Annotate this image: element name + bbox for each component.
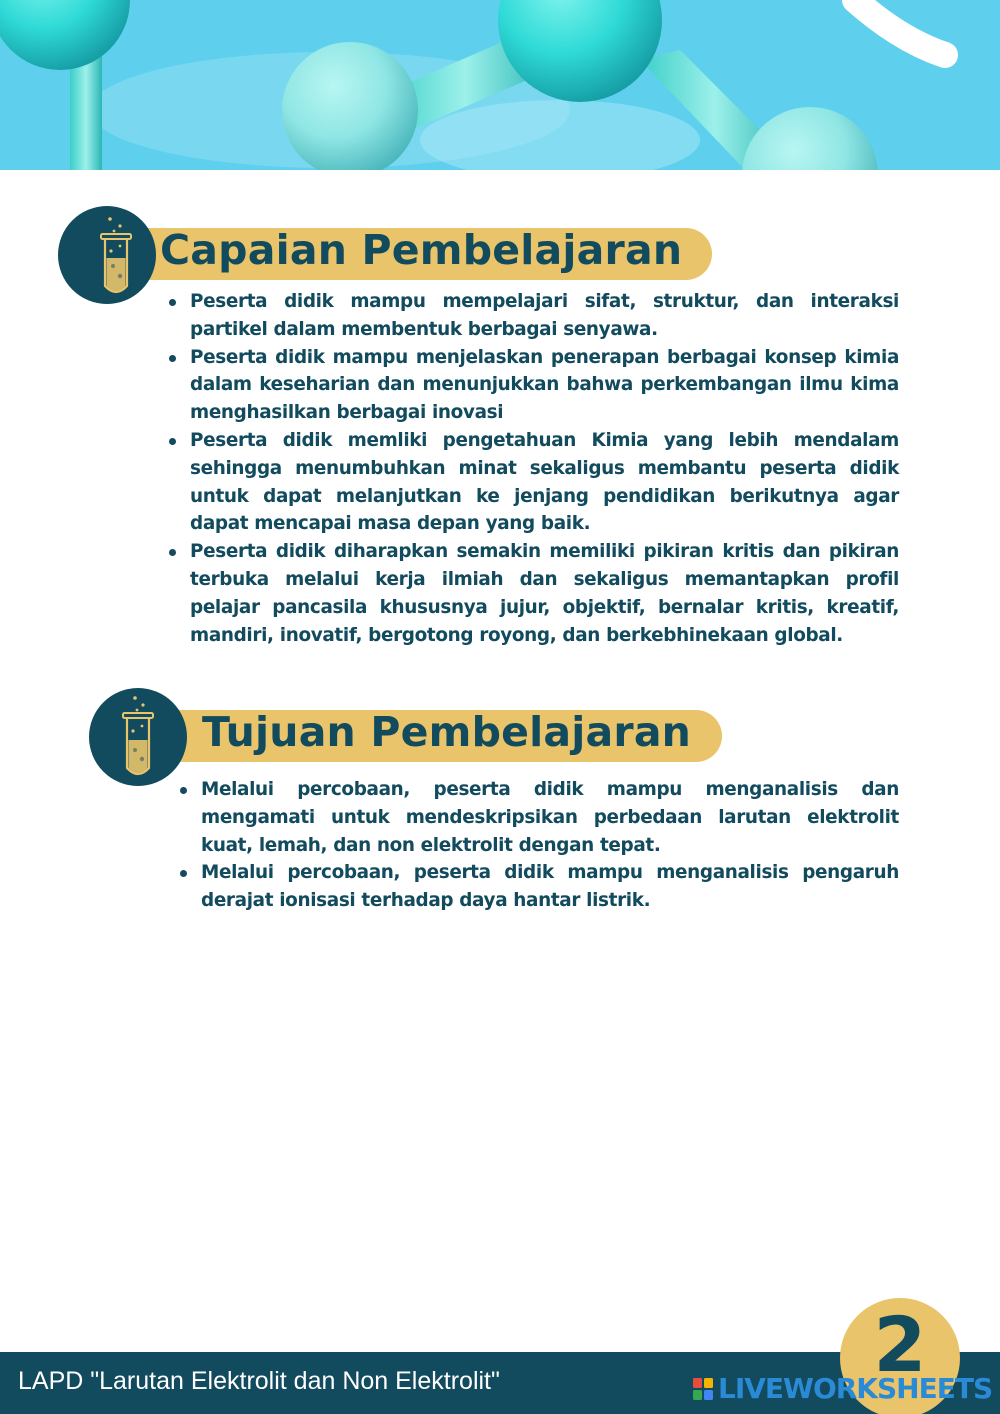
bullet-dot — [169, 299, 176, 306]
liveworksheets-watermark: LIVEWORKSHEETS — [718, 1372, 993, 1405]
page-number: 2 — [873, 1300, 927, 1389]
list-item — [190, 427, 899, 538]
test-tube-icon — [58, 206, 156, 304]
bullet-dot — [180, 870, 187, 877]
list-item-text: Peserta didik diharapkan semakin memiliki pikiran kritis dan pikiran terbuka melalui kerja ilmiah dan sekaligus memantapkan profil pelajar pancasila khususnya jujur, objektif, bernalar kritis, kreatif, mandiri, inovatif, bergotong royong, dan berkebhinekaan global. — [190, 541, 899, 646]
list-item — [201, 776, 899, 859]
list-item-text: Peserta didik mampu menjelaskan penerapan berbagai konsep kimia dalam keseharian dan menunjukkan bahwa perkembangan ilmu kima menghasilkan berbagai inovasi — [190, 346, 899, 424]
bullet-dot — [169, 438, 176, 445]
list-item — [190, 538, 899, 649]
section-title: Tujuan Pembelajaran — [202, 708, 692, 756]
list-item — [190, 344, 899, 427]
list-item — [201, 859, 899, 915]
list-item-text: Peserta didik memliki pengetahuan Kimia yang lebih mendalam sehingga menumbuhkan minat sekaligus membantu peserta didik untuk dapat melanjutkan ke jenjang pendidikan berikutnya agar dapat mencapai masa depan yang baik. — [190, 429, 899, 535]
bullet-dot — [169, 355, 176, 362]
bullet-dot — [169, 549, 176, 556]
tujuan-bullet-list — [201, 776, 899, 915]
test-tube-icon — [89, 688, 187, 786]
header-banner — [0, 0, 1000, 170]
list-item-text: Melalui percobaan, peserta didik mampu menganalisis dan mengamati untuk mendeskripsikan perbedaan larutan elektrolit kuat, lemah, dan non elektrolit dengan tepat. — [201, 779, 899, 856]
list-item — [190, 288, 899, 344]
capaian-bullet-list — [190, 288, 899, 649]
list-item-text: Melalui percobaan, peserta didik mampu menganalisis pengaruh derajat ionisasi terhadap daya hantar listrik. — [201, 862, 899, 912]
molecule-illustration — [0, 0, 1000, 170]
liveworksheets-logo-icon — [693, 1378, 713, 1400]
list-item-text: Peserta didik mampu mempelajari sifat, struktur, dan interaksi partikel dalam membentuk berbagai senyawa. — [190, 291, 899, 340]
bullet-dot — [180, 787, 187, 794]
footer-title: LAPD "Larutan Elektrolit dan Non Elektrolit" — [18, 1367, 500, 1395]
section-title: Capaian Pembelajaran — [160, 226, 683, 274]
